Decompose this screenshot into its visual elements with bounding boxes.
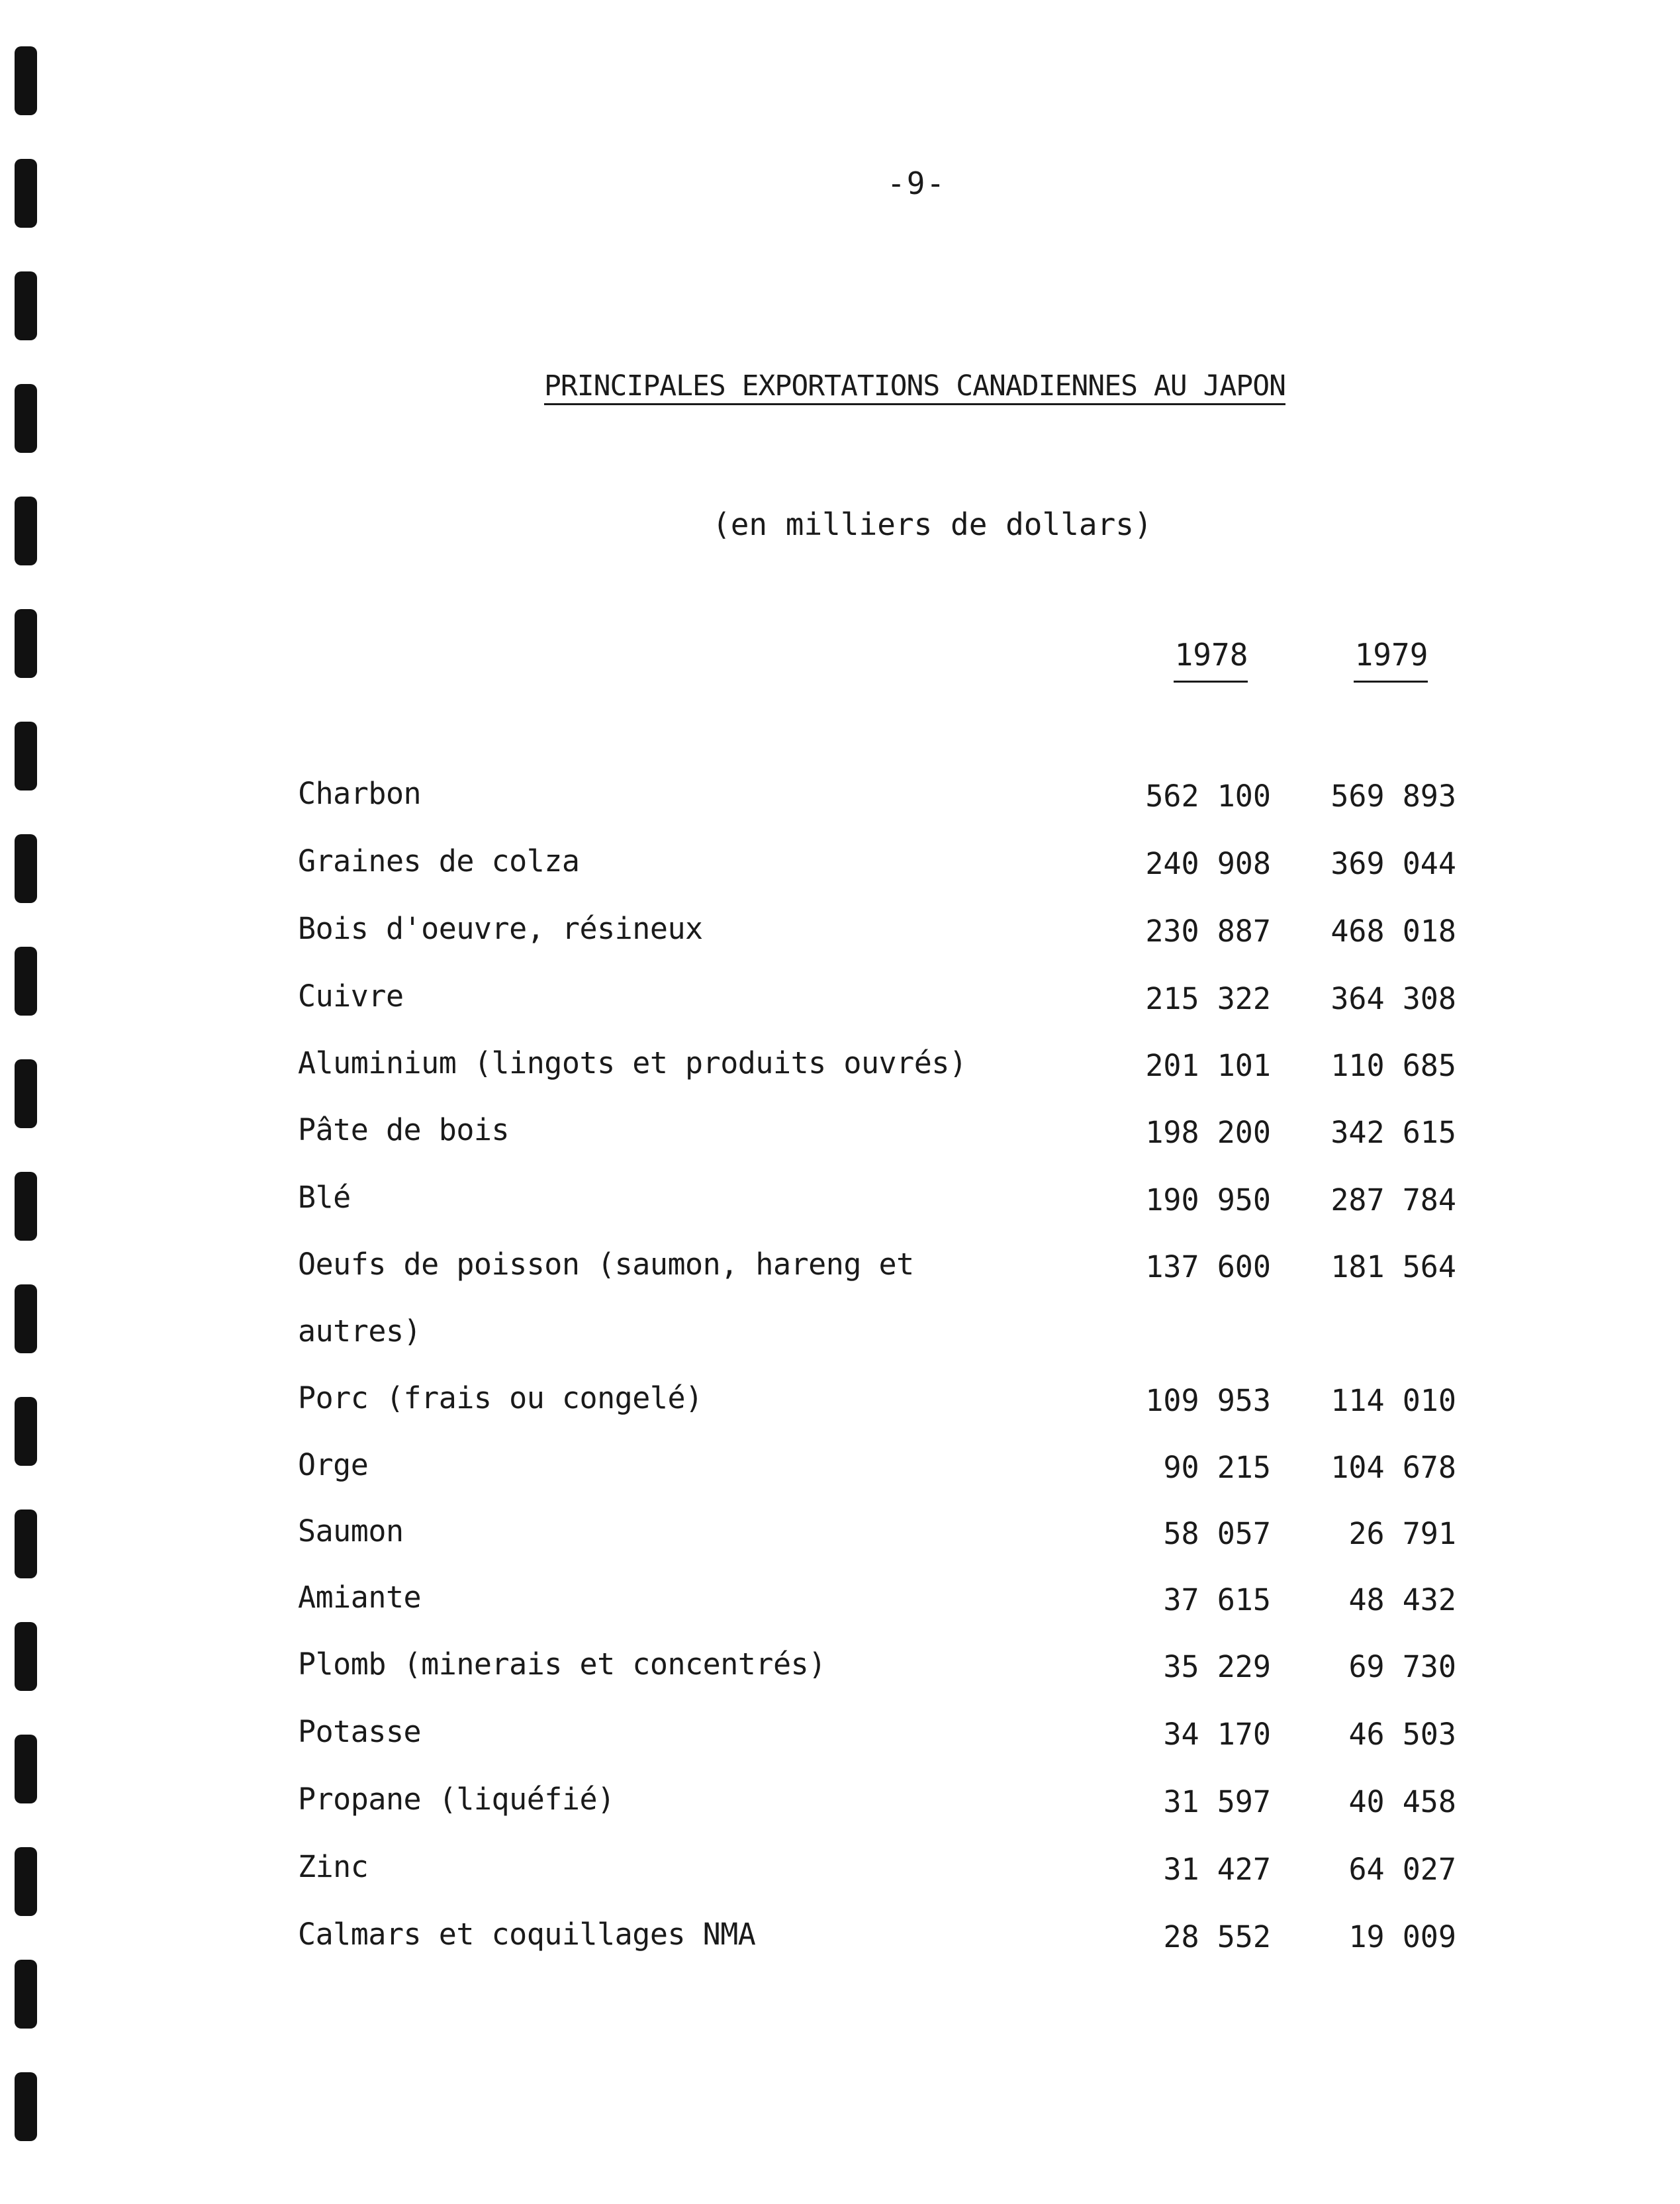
binding-hole — [15, 2072, 37, 2141]
binding-hole — [15, 497, 37, 565]
binding-hole — [15, 1059, 37, 1128]
binding-hole — [15, 384, 37, 453]
row-label: Potasse — [298, 1714, 422, 1749]
binding-hole — [15, 947, 37, 1016]
row-label: autres) — [298, 1314, 422, 1349]
row-label: Blé — [298, 1180, 351, 1215]
row-value-1979: 287 784 — [1330, 1182, 1456, 1218]
row-value-1979: 114 010 — [1330, 1383, 1456, 1418]
row-label: Cuivre — [298, 979, 404, 1014]
row-label: Amiante — [298, 1580, 422, 1615]
binding-hole — [15, 159, 37, 228]
binding-holes — [15, 46, 41, 2185]
row-value-1979: 26 791 — [1348, 1516, 1456, 1551]
binding-hole — [15, 1397, 37, 1466]
row-value-1978: 240 908 — [1145, 846, 1271, 881]
row-value-1978: 90 215 — [1163, 1450, 1271, 1485]
row-value-1978: 201 101 — [1145, 1048, 1271, 1083]
row-value-1978: 34 170 — [1163, 1717, 1271, 1752]
row-value-1979: 64 027 — [1348, 1852, 1456, 1887]
row-label: Aluminium (lingots et produits ouvrés) — [298, 1045, 967, 1080]
row-value-1979: 364 308 — [1330, 981, 1456, 1016]
row-value-1979: 569 893 — [1330, 779, 1456, 814]
binding-hole — [15, 834, 37, 903]
column-header-rule — [1354, 681, 1428, 683]
document-title: PRINCIPALES EXPORTATIONS CANADIENNES AU JAPON — [544, 369, 1285, 403]
row-label: Charbon — [298, 776, 422, 811]
row-label: Graines de colza — [298, 843, 580, 879]
column-header-1979: 1979 — [1354, 637, 1428, 673]
column-header-rule — [1174, 681, 1248, 683]
row-label: Propane (liquéfié) — [298, 1782, 615, 1817]
row-value-1978: 215 322 — [1145, 981, 1271, 1016]
row-value-1979: 40 458 — [1348, 1784, 1456, 1819]
row-value-1978: 58 057 — [1163, 1516, 1271, 1551]
row-value-1978: 230 887 — [1145, 914, 1271, 949]
row-value-1979: 19 009 — [1348, 1919, 1456, 1954]
row-value-1979: 110 685 — [1330, 1048, 1456, 1083]
row-value-1979: 369 044 — [1330, 846, 1456, 881]
row-label: Pâte de bois — [298, 1112, 510, 1147]
row-value-1978: 190 950 — [1145, 1182, 1271, 1218]
row-value-1978: 31 427 — [1163, 1852, 1271, 1887]
row-value-1979: 48 432 — [1348, 1582, 1456, 1617]
binding-hole — [15, 1509, 37, 1578]
binding-hole — [15, 1284, 37, 1353]
row-label: Saumon — [298, 1513, 404, 1549]
binding-hole — [15, 1622, 37, 1691]
row-label: Porc (frais ou congelé) — [298, 1380, 703, 1415]
column-header-1978: 1978 — [1174, 637, 1248, 673]
document-subtitle: (en milliers de dollars) — [712, 506, 1152, 542]
binding-hole — [15, 1847, 37, 1916]
binding-hole — [15, 1172, 37, 1241]
row-value-1979: 69 730 — [1348, 1649, 1456, 1684]
row-value-1978: 137 600 — [1145, 1249, 1271, 1284]
row-value-1979: 104 678 — [1330, 1450, 1456, 1485]
binding-hole — [15, 271, 37, 340]
row-label: Oeufs de poisson (saumon, hareng et — [298, 1247, 914, 1282]
binding-hole — [15, 46, 37, 115]
binding-hole — [15, 1735, 37, 1803]
row-value-1978: 28 552 — [1163, 1919, 1271, 1954]
row-label: Zinc — [298, 1849, 369, 1884]
row-value-1978: 109 953 — [1145, 1383, 1271, 1418]
binding-hole — [15, 609, 37, 678]
page-number: -9- — [887, 166, 947, 201]
row-value-1978: 198 200 — [1145, 1115, 1271, 1150]
row-label: Orge — [298, 1447, 369, 1482]
row-value-1979: 181 564 — [1330, 1249, 1456, 1284]
row-value-1978: 37 615 — [1163, 1582, 1271, 1617]
row-label: Calmars et coquillages NMA — [298, 1917, 756, 1952]
row-value-1979: 46 503 — [1348, 1717, 1456, 1752]
binding-hole — [15, 1960, 37, 2029]
row-value-1979: 342 615 — [1330, 1115, 1456, 1150]
row-value-1978: 31 597 — [1163, 1784, 1271, 1819]
row-label: Plomb (minerais et concentrés) — [298, 1647, 826, 1682]
row-value-1979: 468 018 — [1330, 914, 1456, 949]
row-label: Bois d'oeuvre, résineux — [298, 911, 703, 946]
binding-hole — [15, 722, 37, 791]
row-value-1978: 35 229 — [1163, 1649, 1271, 1684]
row-value-1978: 562 100 — [1145, 779, 1271, 814]
